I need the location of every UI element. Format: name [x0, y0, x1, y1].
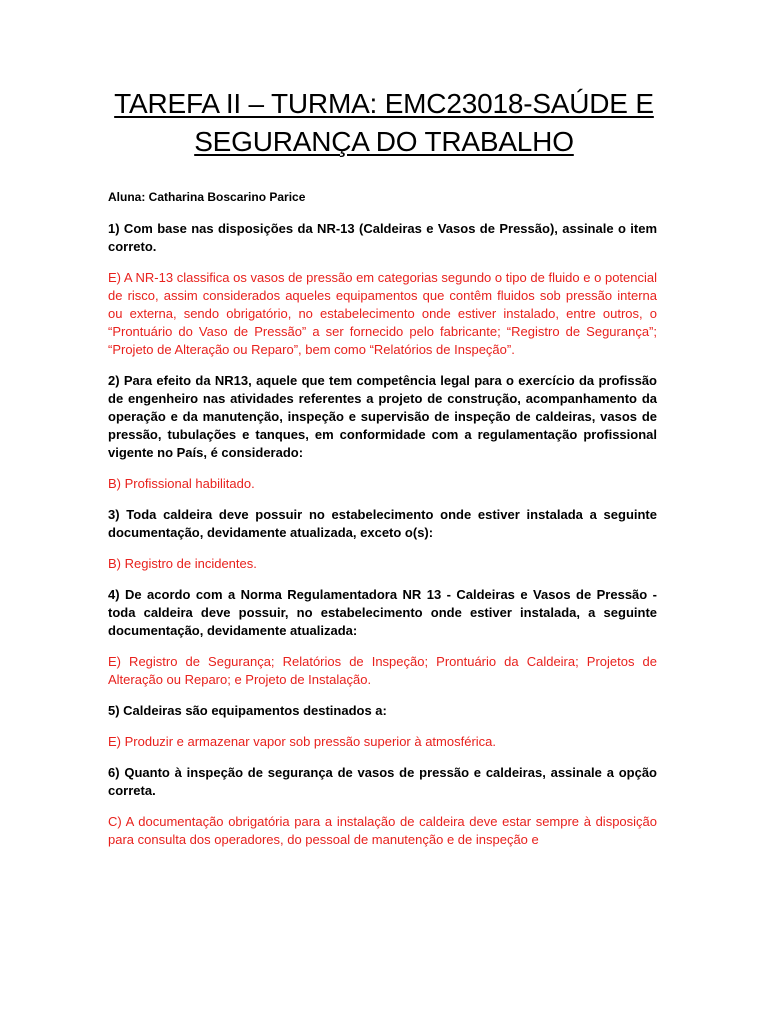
page-title [60, 85, 708, 161]
answer-4: E) Registro de Segurança; Relatórios de Inspeção; Prontuário da Caldeira; Projetos de Alteração ou Reparo; e Projeto de Instalação. [108, 654, 657, 687]
question-3: 3) Toda caldeira deve possuir no estabelecimento onde estiver instalada a seguinte documentação, devidamente atualizada, exceto o(s): [108, 507, 657, 540]
question-2: 2) Para efeito da NR13, aquele que tem competência legal para o exercício da profissão de engenheiro nas atividades referentes a projeto de construção, acompanhamento da operação e da manutenção, inspeção e supervisão de inspeção de caldeiras, vasos de pressão, tubulações e tanques, em conformidade com a regulamentação profissional vigente no País, é considerado: [108, 373, 657, 460]
question-5: 5) Caldeiras são equipamentos destinados a: [108, 703, 387, 718]
question-1: 1) Com base nas disposições da NR-13 (Caldeiras e Vasos de Pressão), assinale o item correto. [108, 221, 657, 254]
answer-1: E) A NR-13 classifica os vasos de pressão em categorias segundo o tipo de fluido e o potencial de risco, assim considerados aqueles equipamentos que contêm fluidos sob pressão interna ou externa, sendo obrigatório, no estabelecimento onde estiver instalado, entre outros, o “Prontuário do Vaso de Pressão” a ser fornecido pelo fabricante; “Registro de Segurança”; “Projeto de Alteração ou Reparo”, bem como “Relatórios de Inspeção”. [108, 270, 657, 357]
student-name: Aluna: Catharina Boscarino Parice [108, 190, 306, 204]
title-line-1: TAREFA II – TURMA: EMC23018-SAÚDE E [114, 88, 654, 119]
answer-2: B) Profissional habilitado. [108, 476, 255, 491]
answer-3: B) Registro de incidentes. [108, 556, 257, 571]
question-6: 6) Quanto à inspeção de segurança de vasos de pressão e caldeiras, assinale a opção correta. [108, 765, 657, 798]
question-4: 4) De acordo com a Norma Regulamentadora NR 13 - Caldeiras e Vasos de Pressão - toda caldeira deve possuir, no estabelecimento onde estiver instalada, a seguinte documentação, devidamente atualizada: [108, 587, 657, 638]
title-line-2: SEGURANÇA DO TRABALHO [194, 126, 574, 157]
document-body [108, 188, 657, 862]
answer-5: E) Produzir e armazenar vapor sob pressão superior à atmosférica. [108, 734, 497, 749]
answer-6: C) A documentação obrigatória para a instalação de caldeira deve estar sempre à disposição para consulta dos operadores, do pessoal de manutenção e de inspeção e [108, 814, 657, 847]
